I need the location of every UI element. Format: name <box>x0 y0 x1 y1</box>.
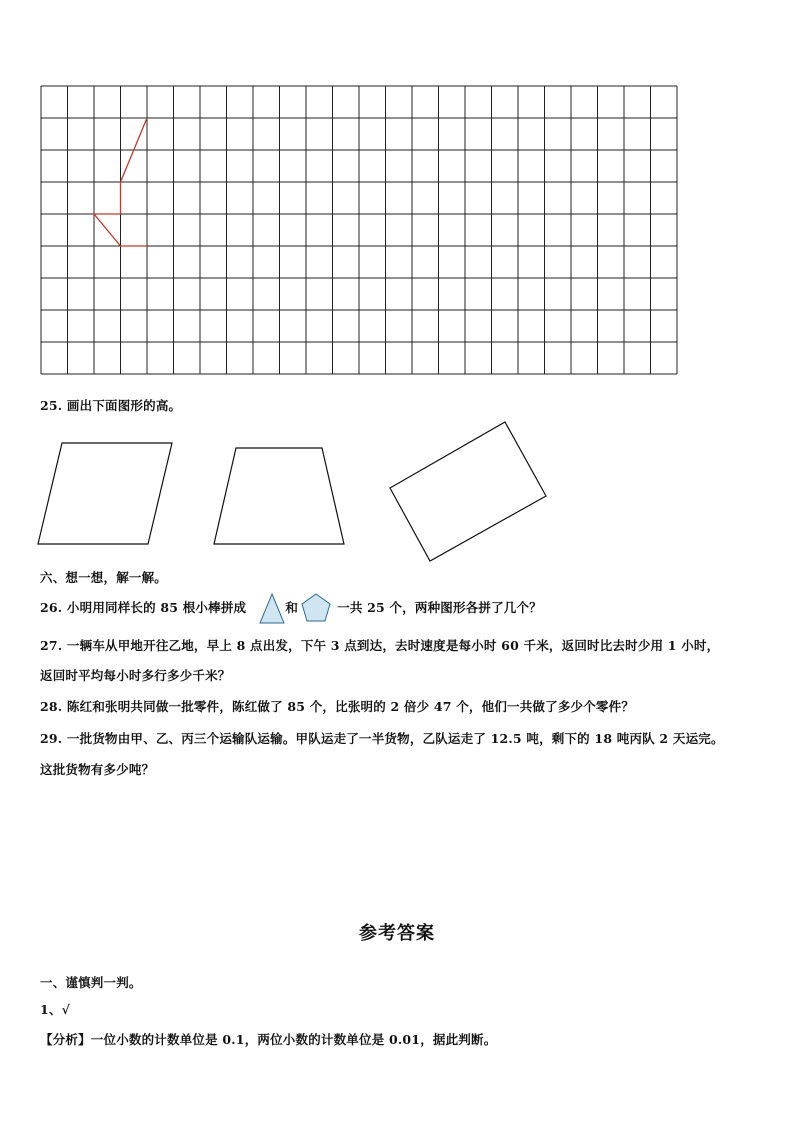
answer-analysis: 【分析】一位小数的计数单位是 0.1，两位小数的计数单位是 0.01，据此判断。 <box>40 1032 497 1047</box>
question-28 <box>40 697 634 715</box>
parallelogram <box>38 443 172 544</box>
answer-item-1: 1、√ <box>40 1002 71 1017</box>
answer-section-1: 一、谨慎判一判。 <box>40 975 142 990</box>
q25-shapes <box>0 410 794 570</box>
grid-figure <box>0 0 794 380</box>
question-27-line2 <box>40 666 231 684</box>
rectangle-rotated <box>390 422 546 561</box>
question-29-line1 <box>40 729 724 747</box>
question-number: 26. <box>40 600 63 615</box>
question-text: 返回时平均每小时多行多少千米？ <box>40 668 231 683</box>
section-6-heading <box>40 568 167 586</box>
triangle-icon <box>258 592 286 626</box>
question-number: 25. <box>40 398 63 413</box>
question-27-line1 <box>40 636 719 654</box>
question-text: 一辆车从甲地开往乙地，早上 8 点出发，下午 3 点到达，去时速度是每小时 60 千米，返回时比去时少用 1 小时， <box>66 638 720 653</box>
question-number: 27. <box>40 638 63 653</box>
question-text: 一批货物由甲、乙、丙三个运输队运输。甲队运走了一半货物，乙队运走了 12.5 吨，剩下的 18 吨丙队 2 天运完。 <box>66 731 724 746</box>
question-text: 陈红和张明共同做一批零件，陈红做了 85 个，比张明的 2 倍少 47 个，他们一共做了多少个零件？ <box>66 699 635 714</box>
question-text-part2: 一共 25 个，两种图形各拼了几个？ <box>337 600 542 615</box>
question-text: 这批货物有多少吨？ <box>40 762 155 777</box>
pentagon-icon <box>300 592 332 624</box>
question-text-part1: 小明用同样长的 85 根小棒拼成 <box>66 600 247 615</box>
question-text-and: 和 <box>285 600 299 615</box>
question-number: 29. <box>40 731 63 746</box>
question-26 <box>40 598 542 616</box>
section-heading-text: 六、想一想，解一解。 <box>40 570 168 585</box>
question-number: 28. <box>40 699 63 714</box>
question-29-line2 <box>40 760 154 778</box>
question-text: 画出下面图形的高。 <box>66 398 182 413</box>
trapezoid <box>214 448 344 544</box>
answer-key-title: 参考答案 <box>359 923 435 944</box>
